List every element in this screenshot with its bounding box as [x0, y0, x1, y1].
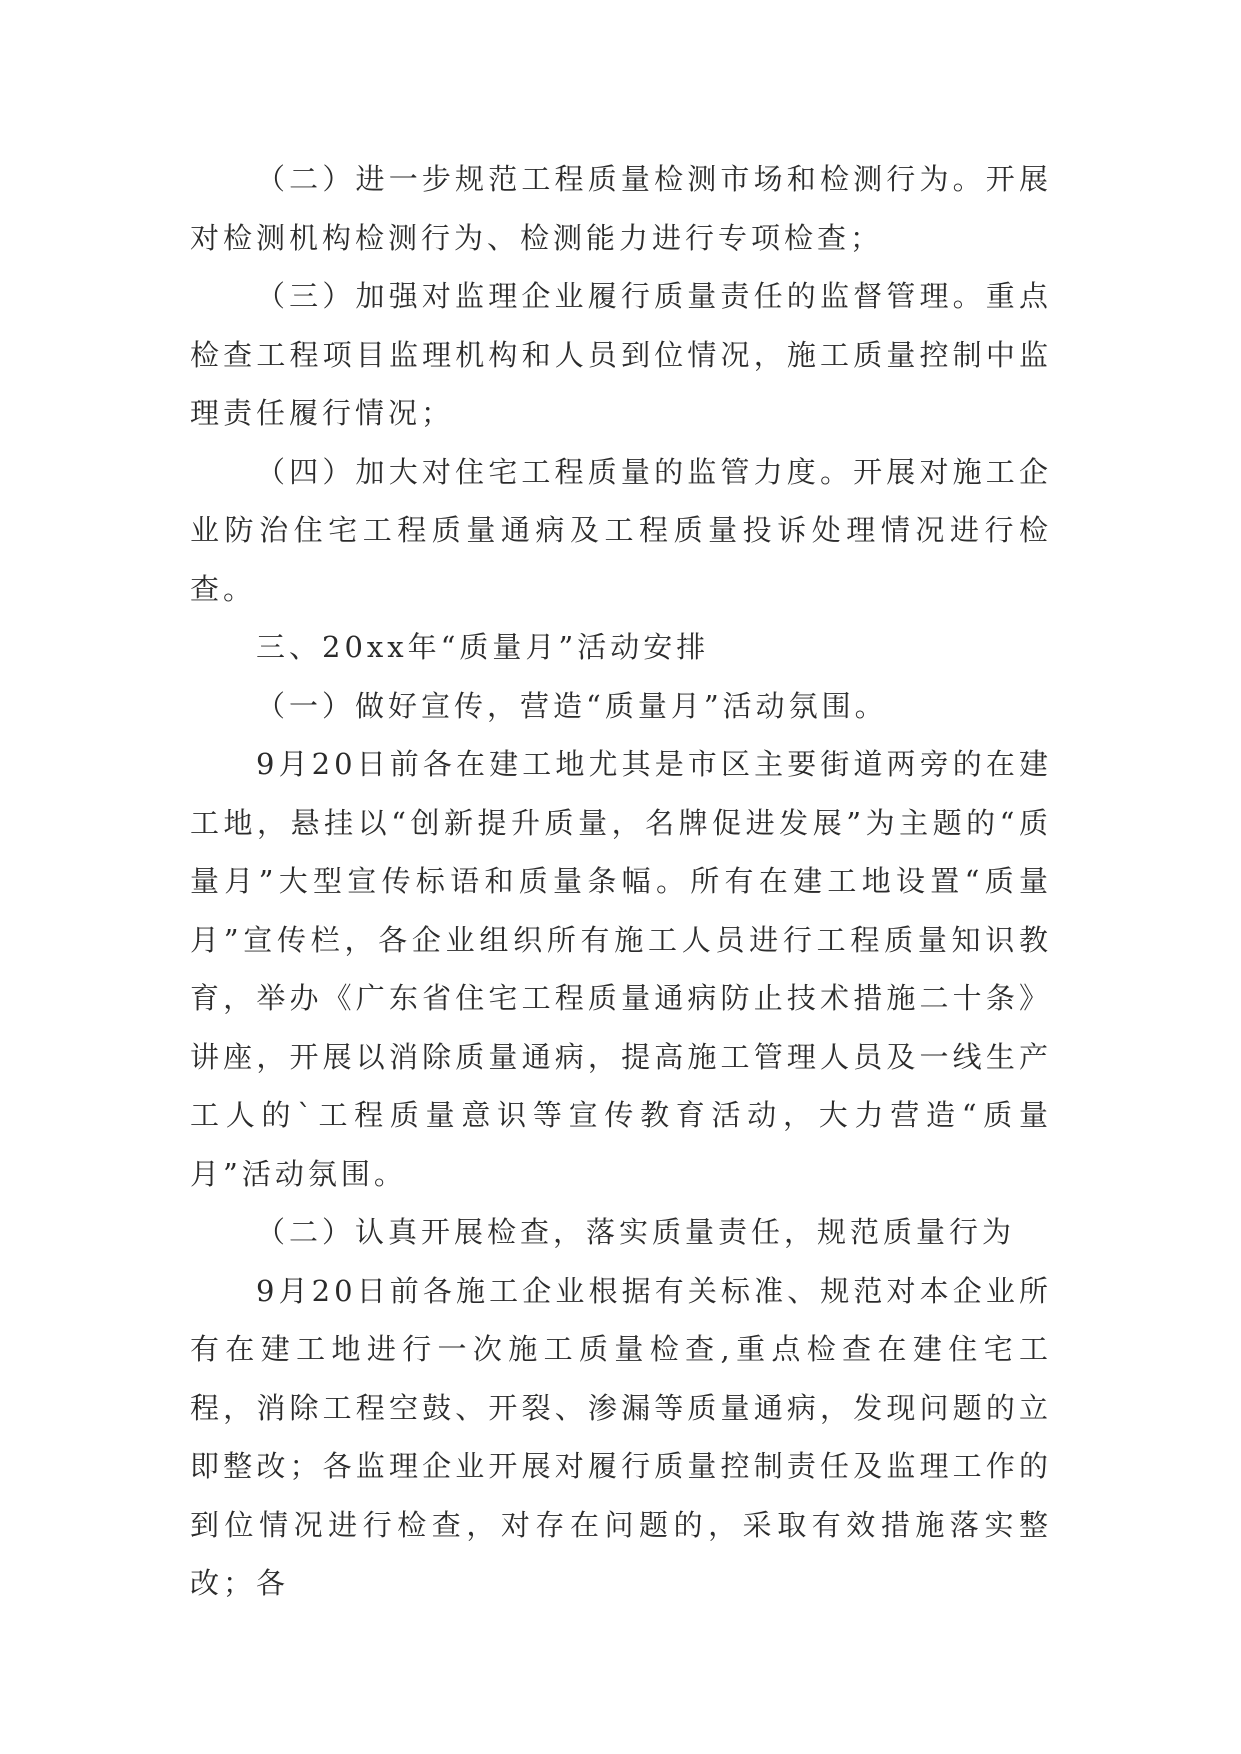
paragraph-supervision-management: （三）加强对监理企业履行质量责任的监督管理。重点检查工程项目监理机构和人员到位情况，施工质量控制中监理责任履行情况； — [190, 279, 1052, 430]
section-heading-activity-plan: 三、20xx年“质量月”活动安排 — [256, 630, 710, 664]
paragraph-inspection-details: 9月20日前各施工企业根据有关标准、规范对本企业所有在建工地进行一次施工质量检查,重点检查在建住宅工程，消除工程空鼓、开裂、渗漏等质量通病，发现问题的立即整改；各监理企业开展对履行质量控制责任及监理工作的到位情况进行检查，对存在问题的，采取有效措施落实整改；各 — [190, 1273, 1052, 1600]
document-body — [190, 150, 1052, 1613]
subheading-inspection: （二）认真开展检查，落实质量责任，规范质量行为 — [256, 1215, 1016, 1249]
paragraph-residential-quality: （四）加大对住宅工程质量的监管力度。开展对施工企业防治住宅工程质量通病及工程质量投诉处理情况进行检查。 — [190, 454, 1052, 606]
paragraph-publicity-details: 9月20日前各在建工地尤其是市区主要街道两旁的在建工地，悬挂以“创新提升质量，名牌促进发展”为主题的“质量月”大型宣传标语和质量条幅。所有在建工地设置“质量月”宣传栏，各企业组织所有施工人员进行工程质量知识教育，举办《广东省住宅工程质量通病防止技术措施二十条》讲座，开展以消除质量通病，提高施工管理人员及一线生产工人的`工程质量意识等宣传教育活动，大力营造“质量月”活动氛围。 — [190, 747, 1052, 1191]
subheading-publicity: （一）做好宣传，营造“质量月”活动氛围。 — [256, 688, 888, 723]
paragraph-inspection-testing: （二）进一步规范工程质量检测市场和检测行为。开展对检测机构检测行为、检测能力进行专项检查； — [190, 162, 1052, 255]
